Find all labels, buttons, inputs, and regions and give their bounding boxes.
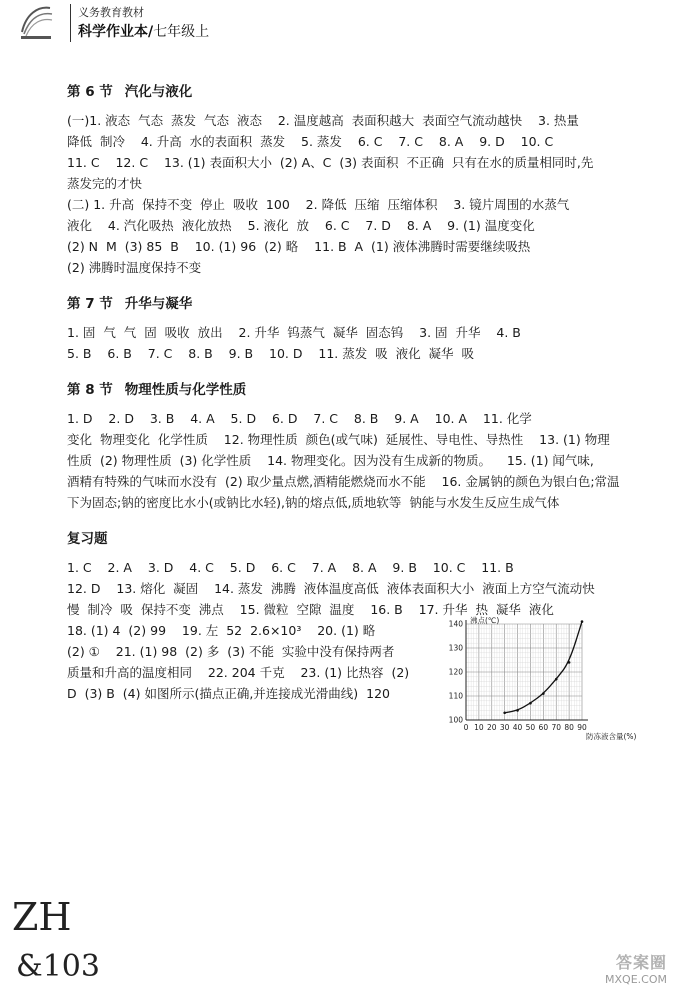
book-title-text: 科学作业本/ [78, 24, 154, 40]
x-tick-label: 10 [474, 723, 484, 732]
grade-label: 七年级上 [153, 24, 210, 40]
x-tick-label: 0 [463, 723, 469, 732]
y-tick-label: 100 [448, 715, 463, 725]
answer-line: (2) 沸腾时温度保持不变 [67, 260, 202, 275]
answer-line: 1. C 2. A 3. D 4. C 5. D 6. C 7. A 8. A 9. B 10. C 11. B [67, 560, 514, 575]
answer-line: 慢 制冷 吸 保持不变 沸点 15. 微粒 空隙 温度 16. B 17. 升华 热 凝华 液化 [67, 602, 554, 617]
x-tick-label: 30 [499, 723, 510, 732]
x-tick-label: 40 [512, 723, 523, 732]
section-number: 第 6 节 [67, 84, 113, 100]
book-title [78, 21, 209, 41]
x-tick-label: 60 [538, 723, 549, 732]
answer-line: (二) 1. 升高 保持不变 停止 吸收 100 2. 降低 压缩 压缩体积 3. 镜片周围的水蒸气 [67, 197, 570, 212]
answer-content [67, 80, 657, 704]
section-name: 汽化与液化 [124, 84, 193, 100]
y-tick-label: 130 [448, 643, 463, 653]
data-point [581, 620, 584, 623]
answer-line: 液化 4. 汽化吸热 液化放热 5. 液化 放 6. C 7. D 8. A 9. (1) 温度变化 [67, 218, 535, 233]
y-axis-label: 沸点(℃) [470, 616, 500, 625]
section-name: 复习题 [67, 531, 108, 547]
section-title [67, 292, 657, 312]
x-tick-label: 50 [525, 723, 536, 732]
page-header [16, 0, 316, 48]
answer-line: 质量和升高的温度相同 22. 204 千克 23. (1) 比热容 (2) [67, 665, 410, 680]
section-title [67, 378, 657, 398]
y-tick-label: 110 [448, 691, 463, 701]
watermark [605, 950, 667, 986]
answer-line: 5. B 6. B 7. C 8. B 9. B 10. D 11. 蒸发 吸 液化 凝华 吸 [67, 346, 475, 361]
answer-line: 降低 制冷 4. 升高 水的表面积 蒸发 5. 蒸发 6. C 7. C 8. A 9. D 10. C [67, 134, 554, 149]
answer-line: (2) ① 21. (1) 98 (2) 多 (3) 不能 实验中没有保持两者 [67, 644, 395, 659]
data-point [529, 702, 532, 705]
section-8 [67, 378, 657, 513]
section-title [67, 80, 657, 100]
section-name: 升华与凝华 [124, 296, 193, 312]
answer-line: 变化 物理变化 化学性质 12. 物理性质 颜色(或气味) 延展性、导电性、导热性 13. (1) 物理 [67, 432, 610, 447]
series-name: 义务教育教材 [78, 6, 144, 19]
section-6 [67, 80, 657, 278]
answer-line: D (3) B (4) 如图所示(描点正确,并连接成光滑曲线) 120 [67, 686, 390, 701]
boiling-point-chart [438, 616, 648, 744]
section-title [67, 527, 657, 547]
handwritten-text-line2: &103 [16, 949, 100, 984]
data-point [555, 678, 558, 681]
x-axis-label: 防冻液含量(%) [586, 732, 637, 741]
publisher-logo-icon [16, 2, 56, 44]
handwritten-text-line1: ZH [12, 895, 72, 939]
watermark-url: MXQE.COM [605, 973, 667, 986]
answer-line: 1. 固 气 气 固 吸收 放出 2. 升华 钨蒸气 凝华 固态钨 3. 固 升华 4. B [67, 325, 521, 340]
x-tick-label: 90 [577, 723, 587, 732]
handwritten-note [8, 888, 100, 988]
answer-line: 酒精有特殊的气味而水没有 (2) 取少量点燃,酒精能燃烧而水不能 16. 金属钠的颜色为银白色;常温 [67, 474, 620, 489]
answer-line: 12. D 13. 熔化 凝固 14. 蒸发 沸腾 液体温度高低 液体表面积大小 液面上方空气流动快 [67, 581, 595, 596]
section-number: 第 8 节 [67, 382, 113, 398]
y-tick-label: 120 [448, 667, 463, 677]
answer-line: 蒸发完的才快 [67, 176, 143, 191]
answer-line: 性质 (2) 物理性质 (3) 化学性质 14. 物理变化。因为没有生成新的物质。 15. (1) 闻气味, [67, 453, 594, 468]
y-tick-label: 140 [448, 619, 463, 629]
header-divider [70, 4, 71, 42]
data-point [516, 709, 519, 712]
watermark-brand: 答案圈 [615, 953, 667, 972]
data-point [503, 712, 506, 715]
section-number: 第 7 节 [67, 296, 113, 312]
answer-line: 1. D 2. D 3. B 4. A 5. D 6. D 7. C 8. B 9. A 10. A 11. 化学 [67, 411, 532, 426]
x-tick-label: 70 [551, 723, 561, 732]
section-7 [67, 292, 657, 364]
answer-line: 下为固态;钠的密度比水小(或钠比水轻),钠的熔点低,质地软等 钠能与水发生反应生成气体 [67, 495, 560, 510]
answer-line: (2) N M (3) 85 B 10. (1) 96 (2) 略 11. B A (1) 液体沸腾时需要继续吸热 [67, 239, 531, 254]
section-name: 物理性质与化学性质 [124, 382, 247, 398]
x-tick-label: 20 [487, 723, 497, 732]
answer-line: 18. (1) 4 (2) 99 19. 左 52 2.6×10³ 20. (1) 略 [67, 623, 376, 638]
answer-line: (一)1. 液态 气态 蒸发 气态 液态 2. 温度越高 表面积越大 表面空气流动越快 3. 热量 [67, 113, 579, 128]
data-point [568, 661, 571, 664]
answer-line: 11. C 12. C 13. (1) 表面积大小 (2) A、C (3) 表面积 不正确 只有在水的质量相同时,先 [67, 155, 594, 170]
x-tick-label: 80 [564, 723, 574, 732]
data-point [542, 692, 545, 695]
